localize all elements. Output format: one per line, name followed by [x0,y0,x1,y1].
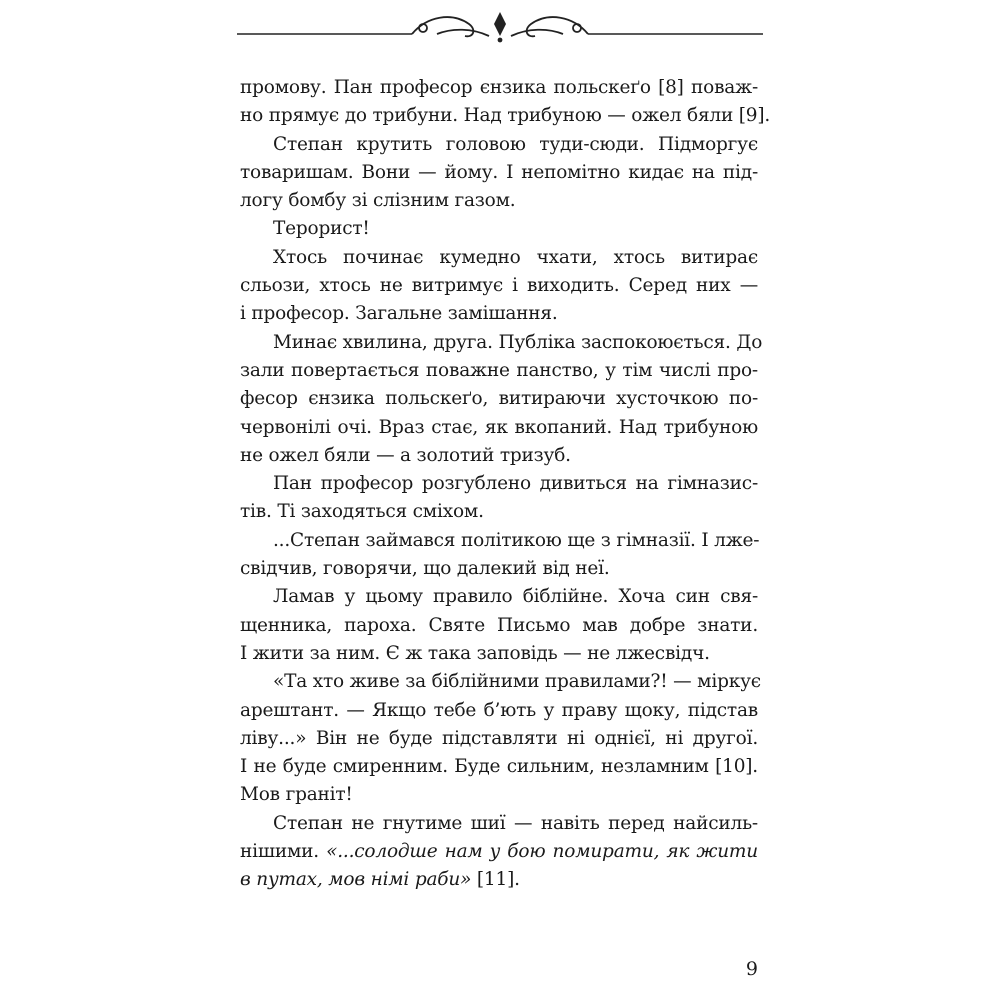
text-line: щенника, пароха. Святе Письмо мав добре знати. [240,614,758,636]
text-line: не ожел бяли — а золотий тризуб. [240,444,571,466]
text-line: тів. Ті заходяться сміхом. [240,501,484,523]
quote-italic: «...солодше нам у бою помирати, як жити [318,841,758,863]
text-line: Степан не гнутиме шиї — навіть перед найсиль- [273,812,758,834]
text-line: Пан професор розгублено дивиться на гімназис- [273,473,758,495]
text-line: ліву...» Він не буде підставляти ні однієї, ні другої. [240,727,758,749]
text-line: товаришам. Вони — йому. І непомітно кидає на під- [240,161,758,183]
text-line: Ламав у цьому правило біблійне. Хоча син свя- [273,586,758,608]
text-line: Степан крутить головою туди-сюди. Підморгує [273,133,758,155]
text-line: логу бомбу зі слізним газом. [240,190,516,212]
text-line [240,866,758,894]
text-line: Хтось починає кумедно чхати, хтось витирає [273,246,758,268]
text-line: сльози, хтось не витримує і виходить. Серед них — [240,275,758,297]
text-line: і професор. Загальне замішання. [240,303,558,325]
text-line: свідчив, говорячи, що далекий від неї. [240,558,610,580]
text-line: І не буде смиренним. Буде сильним, незламним [10]. [240,756,758,778]
text-line: арештант. — Якщо тебе б’ють у праву щоку, підстав [240,699,758,721]
ornament-center [494,12,506,42]
text-line: червонілі очі. Враз стає, як вкопаний. Над трибуною [240,416,758,438]
text-line: «Та хто живе за біблійними правилами?! — міркує [273,671,761,693]
text-line: Мов граніт! [240,784,353,806]
text-segment: [11]. [471,869,520,891]
text-line: зали повертається поважне панство, у тім числі про- [240,359,758,381]
text-line: промову. Пан професор єнзика польскеґо [8] поваж- [240,77,758,98]
text-line [240,838,758,866]
page-text [240,74,771,895]
ornament-header [237,6,763,48]
page-number: 9 [745,958,758,980]
text-line: І жити за ним. Є ж така заповідь — не лжесвідч. [240,642,710,664]
text-line: фесор єнзика польскеґо, витираючи хусточкою по- [240,388,758,410]
text-segment: нішими. [240,841,319,863]
text-line: но прямує до трибуни. Над трибуною — ожел бяли [9]. [240,105,771,127]
text-line: Терорист! [273,218,370,240]
text-line: ...Степан займався політикою ще з гімназії. І лже- [273,529,760,551]
text-line: Минає хвилина, друга. Публіка заспокоюється. До [273,331,763,353]
quote-italic: в путах, мов німі раби» [240,869,472,891]
